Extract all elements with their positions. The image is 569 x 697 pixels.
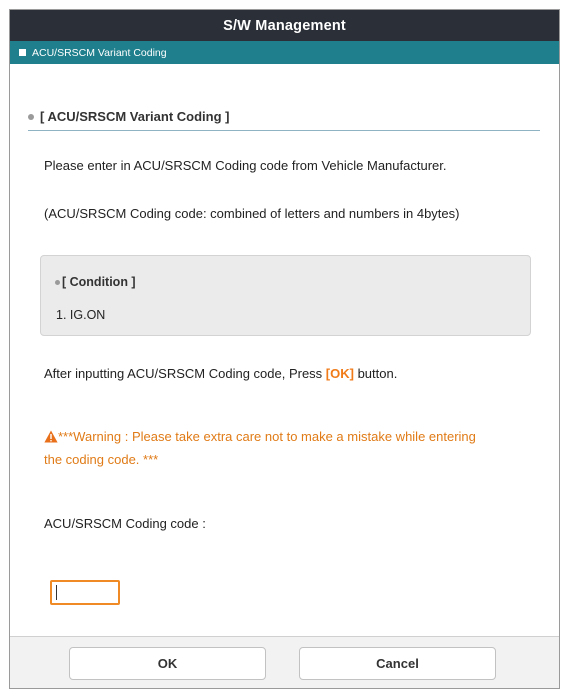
- square-bullet-icon: [19, 49, 26, 56]
- code-label: ACU/SRSCM Coding code :: [44, 516, 206, 531]
- ok-highlight: [OK]: [325, 366, 354, 381]
- subheader-bar: [10, 41, 559, 64]
- coding-code-input[interactable]: [50, 580, 120, 605]
- sw-management-dialog: [9, 9, 560, 689]
- bullet-icon: [28, 114, 34, 120]
- cancel-button[interactable]: Cancel: [299, 647, 496, 680]
- warning-message: [44, 426, 539, 470]
- condition-box: [40, 255, 531, 336]
- subheader-label: ACU/SRSCM Variant Coding: [32, 46, 167, 59]
- bullet-icon: [55, 280, 60, 285]
- after-input-prefix: After inputting ACU/SRSCM Coding code, Press: [44, 366, 326, 381]
- button-bar: [10, 636, 559, 688]
- after-input-suffix: button.: [353, 366, 398, 381]
- condition-title-text: [ Condition ]: [62, 275, 136, 289]
- text-caret: [56, 585, 57, 600]
- format-note-text: (ACU/SRSCM Coding code: combined of letters and numbers in 4bytes): [44, 206, 460, 221]
- section-heading: [28, 109, 540, 131]
- warning-line-1: ***Warning : Please take extra care not to make a mistake while entering: [58, 429, 476, 444]
- warning-triangle-icon: [44, 428, 58, 449]
- instruction-text: Please enter in ACU/SRSCM Coding code from Vehicle Manufacturer.: [44, 158, 447, 173]
- condition-title: [55, 275, 136, 289]
- condition-item: 1. IG.ON: [56, 308, 106, 322]
- section-heading-text: [ ACU/SRSCM Variant Coding ]: [40, 109, 230, 124]
- ok-button[interactable]: OK: [69, 647, 266, 680]
- after-input-text: [44, 366, 397, 381]
- dialog-title: S/W Management: [10, 10, 559, 41]
- warning-line-2: the coding code. ***: [44, 452, 159, 467]
